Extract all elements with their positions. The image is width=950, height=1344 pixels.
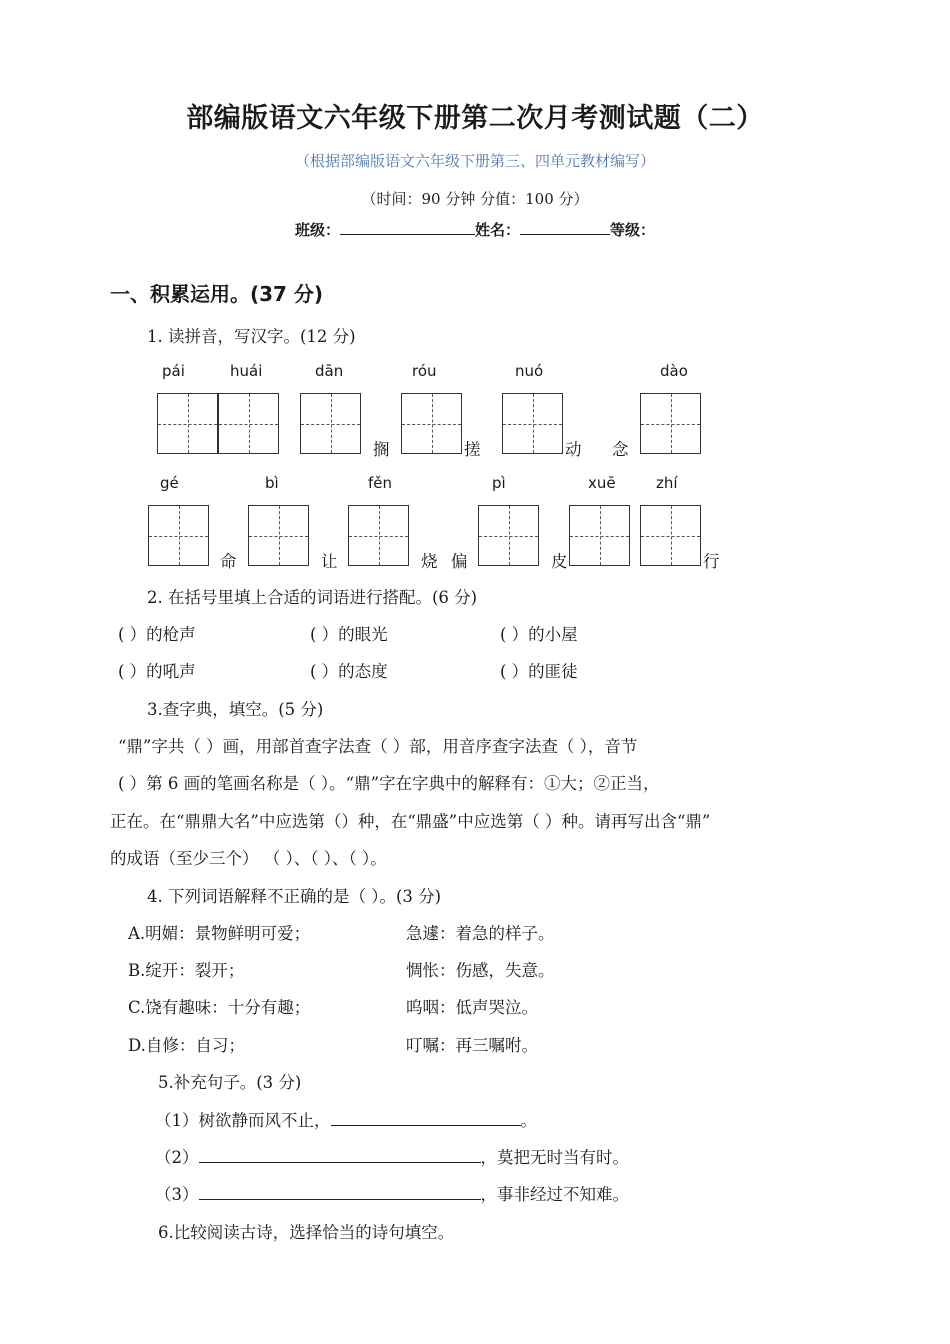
- given-character: 命: [220, 552, 237, 571]
- fill-in-item[interactable]: ( ）的吼声: [118, 662, 196, 681]
- name-label: 姓名：: [474, 221, 520, 239]
- question-1-title: 1. 读拼音，写汉字。(12 分): [147, 327, 356, 346]
- pinyin: gé: [160, 474, 179, 492]
- pinyin: nuó: [515, 362, 544, 380]
- answer-blank[interactable]: [331, 1109, 521, 1126]
- writing-box[interactable]: [640, 393, 701, 454]
- given-character: 偏: [451, 552, 468, 571]
- name-blank[interactable]: [520, 220, 610, 235]
- fill-in-item[interactable]: ( ）的眼光: [310, 625, 388, 644]
- paragraph-line: ( ）第 6 画的笔画名称是（ ）。“鼎”字在字典中的解释有：①大；②正当，: [118, 774, 660, 793]
- section-heading: 一、积累运用。(37 分): [110, 282, 324, 306]
- writing-box[interactable]: [300, 393, 361, 454]
- pinyin: fěn: [368, 474, 393, 492]
- option-d[interactable]: D.自修：自习；: [128, 1036, 245, 1055]
- page-title: 部编版语文六年级下册第二次月考测试题（二）: [186, 103, 764, 134]
- question-4-title: 4. 下列词语解释不正确的是（ ）。(3 分): [147, 887, 442, 906]
- given-character: 搁: [373, 440, 390, 459]
- sentence-suffix: ，莫把无时当有时。: [480, 1148, 629, 1167]
- writing-box[interactable]: [248, 505, 309, 566]
- option-a[interactable]: A.明媚：景物鲜明可爱；: [128, 924, 311, 943]
- question-2-title: 2. 在括号里填上合适的词语进行搭配。(6 分): [147, 588, 478, 607]
- writing-box[interactable]: [401, 393, 462, 454]
- pinyin: huái: [230, 362, 263, 380]
- sentence-prefix: （2）: [155, 1148, 199, 1167]
- given-character: 皮: [551, 552, 568, 571]
- pinyin: xuē: [588, 474, 616, 492]
- option-d-right: 叮嘱：再三嘱咐。: [406, 1036, 538, 1055]
- sentence-suffix: 。: [520, 1111, 537, 1130]
- fill-in-item[interactable]: ( ）的匪徒: [500, 662, 578, 681]
- pinyin: dào: [660, 362, 688, 380]
- option-a-right: 急遽：着急的样子。: [406, 924, 555, 943]
- writing-box[interactable]: [148, 505, 209, 566]
- pinyin: bì: [265, 474, 279, 492]
- fill-in-item[interactable]: ( ）的小屋: [500, 625, 578, 644]
- pinyin: róu: [412, 362, 437, 380]
- writing-box[interactable]: [348, 505, 409, 566]
- student-info-row: [0, 219, 950, 240]
- question-3-title: 3.查字典，填空。(5 分): [147, 700, 324, 719]
- option-b[interactable]: B.绽开：裂开；: [128, 961, 245, 980]
- sentence-prefix: （3）: [155, 1185, 199, 1204]
- page-subtitle: （根据部编版语文六年级下册第三、四单元教材编写）: [294, 152, 655, 170]
- sentence-3: [155, 1181, 629, 1205]
- pinyin: pái: [162, 362, 185, 380]
- paragraph-line: “鼎”字共（ ）画，用部首查字法查（ ）部，用音序查字法查（ ），音节: [118, 737, 638, 756]
- pinyin: zhí: [656, 474, 678, 492]
- writing-box[interactable]: [502, 393, 563, 454]
- question-6-title: 6.比较阅读古诗，选择恰当的诗句填空。: [158, 1223, 455, 1242]
- grade-label: 等级：: [610, 221, 656, 239]
- given-character: 烧: [421, 552, 438, 571]
- given-character: 让: [321, 552, 338, 571]
- pinyin: dān: [315, 362, 344, 380]
- paragraph-line: 正在。在“鼎鼎大名”中应选第（）种，在“鼎盛”中应选第（ ）种。请再写出含“鼎”: [110, 812, 711, 831]
- class-blank[interactable]: [340, 220, 475, 235]
- given-character: 念: [612, 440, 629, 459]
- writing-box[interactable]: [640, 505, 701, 566]
- given-character: 动: [565, 440, 582, 459]
- given-character: 搓: [464, 440, 481, 459]
- writing-box[interactable]: [218, 393, 279, 454]
- option-c[interactable]: C.饶有趣味：十分有趣；: [128, 998, 311, 1017]
- pinyin: pì: [492, 474, 506, 492]
- question-5-title: 5.补充句子。(3 分): [158, 1073, 302, 1092]
- fill-in-item[interactable]: ( ）的枪声: [118, 625, 196, 644]
- writing-box[interactable]: [157, 393, 218, 454]
- option-c-right: 呜咽：低声哭泣。: [406, 998, 538, 1017]
- answer-blank[interactable]: [199, 1146, 481, 1163]
- sentence-1: [155, 1107, 537, 1131]
- sentence-prefix: （1）树欲静而风不止，: [155, 1111, 331, 1130]
- writing-box[interactable]: [478, 505, 539, 566]
- answer-blank[interactable]: [199, 1183, 481, 1200]
- given-character: 行: [703, 552, 720, 571]
- sentence-suffix: ，事非经过不知难。: [480, 1185, 629, 1204]
- option-b-right: 惆怅：伤感，失意。: [406, 961, 555, 980]
- paragraph-line: 的成语（至少三个） （ ）、（ ）、（ ）。: [110, 849, 387, 868]
- class-label: 班级：: [294, 221, 340, 239]
- fill-in-item[interactable]: ( ）的态度: [310, 662, 388, 681]
- writing-box[interactable]: [569, 505, 630, 566]
- exam-info: （时间：90 分钟 分值：100 分）: [361, 190, 589, 208]
- sentence-2: [155, 1144, 629, 1168]
